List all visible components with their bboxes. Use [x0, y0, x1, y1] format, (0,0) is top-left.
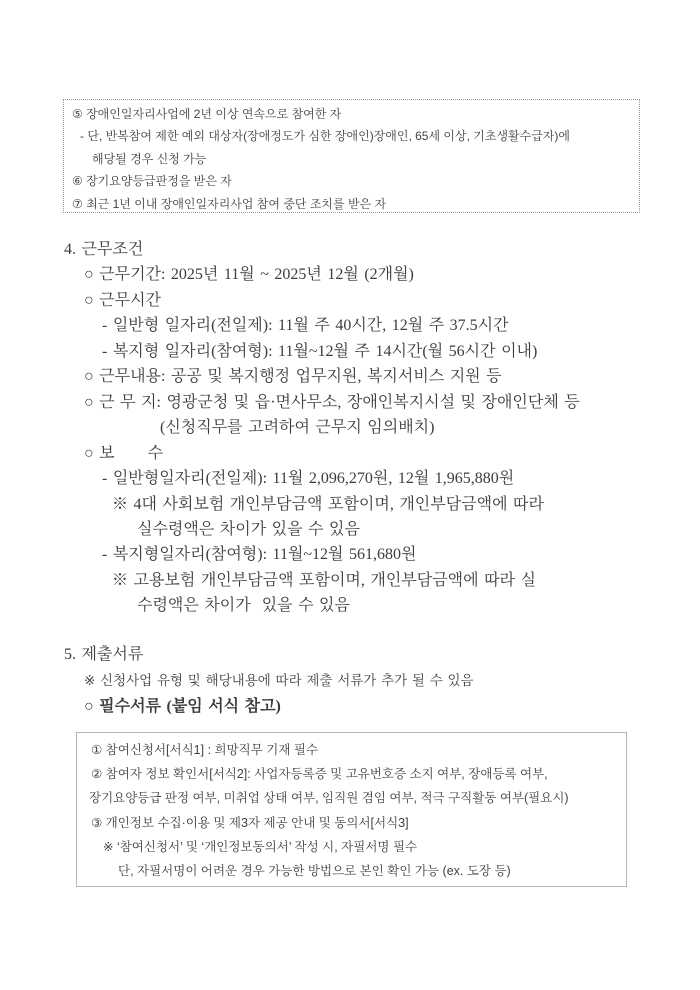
- work-period-line: ○ 근무기간: 2025년 11월 ~ 2025년 12월 (2개월): [84, 266, 414, 284]
- work-place-note: (신청직무를 고려하여 근무지 임의배치): [160, 419, 435, 437]
- eligibility-item: ⑤ 장애인일자리사업에 2년 이상 연속으로 참여한 자: [72, 107, 342, 121]
- eligibility-item: ⑦ 최근 1년 이내 장애인일자리사업 참여 중단 조치를 받은 자: [72, 196, 387, 211]
- section-submission-documents: [0, 642, 700, 720]
- work-hours-welfare: - 복지형 일자리(참여형): 11월~12월 주 14시간(월 56시간 이내): [102, 342, 538, 360]
- pay-heading: ○ 보 수: [84, 444, 164, 462]
- required-doc-confirmation-cont: 장기요양등급 판정 여부, 미취업 상태 여부, 임직원 겸임 여부, 적극 구직활동 여부(필요시): [89, 791, 569, 806]
- signature-note-cont: 단, 자필서명이 어려운 경우 가능한 방법으로 본인 확인 가능 (ex. 도장 등): [118, 864, 511, 879]
- eligibility-restriction-box: [63, 99, 640, 213]
- pay-general-line: - 일반형일자리(전일제): 11월 2,096,270원, 12월 1,965,880원: [102, 470, 515, 488]
- submission-extra-note: ※ 신청사업 유형 및 해당내용에 따라 제출 서류가 추가 될 수 있음: [84, 673, 474, 688]
- pay-welfare-line: - 복지형일자리(참여형): 11월~12월 561,680원: [102, 546, 417, 564]
- required-documents-heading: ○ 필수서류 (붙임 서식 참고): [84, 698, 281, 715]
- signature-note: ※ ‘참여신청서’ 및 ‘개인정보동의서’ 작성 시, 자필서명 필수: [103, 839, 418, 854]
- section-work-conditions: [0, 237, 700, 619]
- section-5-heading: 5. 제출서류: [64, 646, 144, 663]
- pay-welfare-note-cont: 수령액은 차이가 있을 수 있음: [137, 597, 350, 615]
- required-doc-application: ① 참여신청서[서식1] : 희망직무 기재 필수: [91, 743, 319, 757]
- pay-general-note: ※ 4대 사회보험 개인부담금액 포함이며, 개인부담금액에 따라: [112, 495, 544, 513]
- required-documents-box: [76, 732, 627, 887]
- pay-general-note-cont: 실수령액은 차이가 있을 수 있음: [137, 520, 360, 538]
- required-doc-privacy-consent: ③ 개인정보 수집·이용 및 제3자 제공 안내 및 동의서[서식3]: [91, 815, 409, 830]
- pay-welfare-note: ※ 고용보험 개인부담금액 포함이며, 개인부담금액에 따라 실: [112, 571, 536, 589]
- eligibility-item-exception-cont: 해당될 경우 신청 가능: [92, 151, 207, 166]
- work-place-line: ○ 근 무 지: 영광군청 및 읍·면사무소, 장애인복지시설 및 장애인단체 등: [84, 393, 580, 411]
- eligibility-item: ⑥ 장기요양등급판정을 받은 자: [72, 174, 232, 189]
- required-doc-confirmation: ② 참여자 정보 확인서[서식2]: 사업자등록증 및 고유번호증 소지 여부, 장애등록 여부,: [91, 767, 548, 782]
- work-duties-line: ○ 근무내용: 공공 및 복지행정 업무지원, 복지서비스 지원 등: [84, 368, 502, 386]
- work-hours-heading: ○ 근무시간: [84, 291, 161, 309]
- section-4-heading: 4. 근무조건: [64, 241, 144, 258]
- work-hours-general: - 일반형 일자리(전일제): 11월 주 40시간, 12월 주 37.5시간: [102, 317, 509, 335]
- eligibility-item-exception: - 단, 반복참여 제한 예외 대상자(장애정도가 심한 장애인)장애인, 65세 이상, 기초생활수급자)에: [80, 129, 570, 144]
